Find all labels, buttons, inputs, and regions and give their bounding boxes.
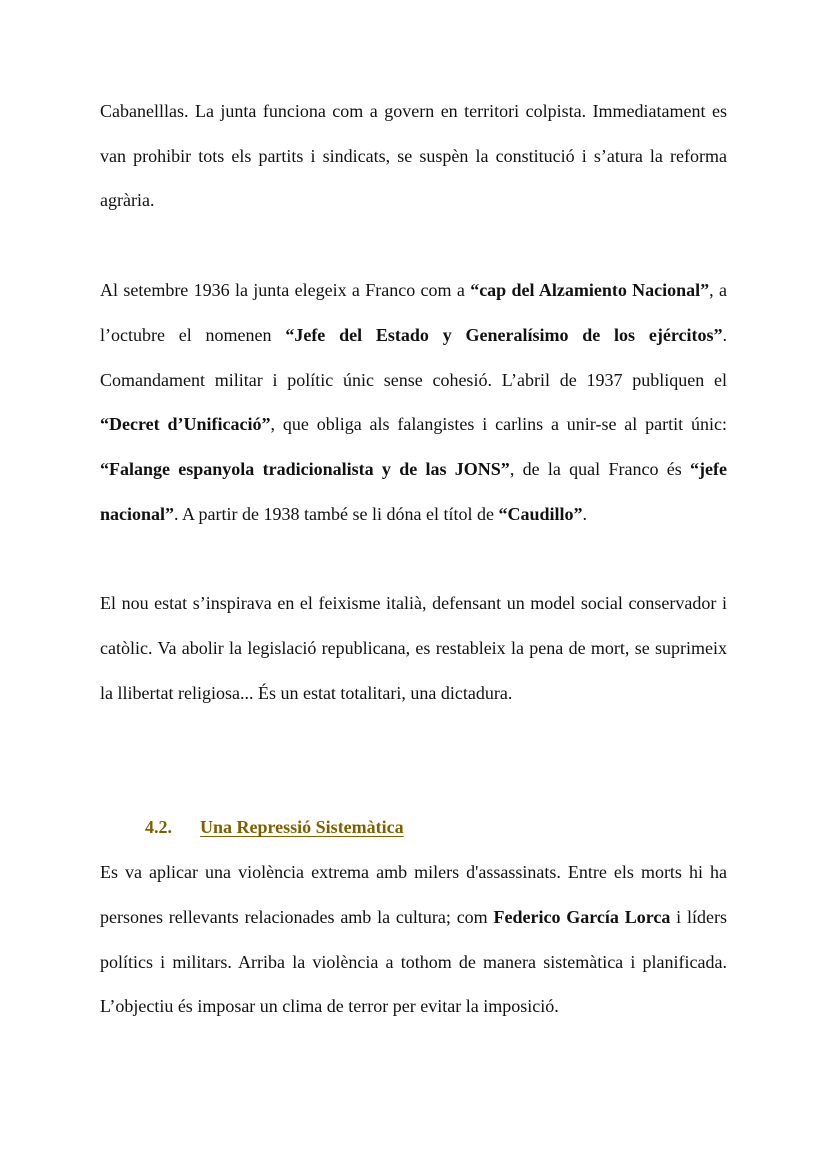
- paragraph-text: El nou estat s’inspirava en el feixisme italià, defensant un model social conservador i catòlic. Va abolir la legislació republicana, es restableix la pena de mort, se suprimeix la llibertat religiosa... És un estat totalitari, una dictadura.: [100, 593, 727, 703]
- paragraph-repressio: [100, 850, 727, 1029]
- section-heading: [100, 805, 727, 850]
- document-page: [100, 89, 727, 1029]
- paragraph-text: i líders polítics i militars. Arriba la violència a tothom de manera sistemàtica i planificada. L’objectiu és imposar un clima de terror per evitar la imposició.: [100, 906, 727, 1017]
- paragraph-text: , a l’octubre el nomenen: [100, 280, 727, 345]
- paragraph-franco: [100, 268, 727, 536]
- bold-term: “Falange espanyola tradicionalista y de las JONS”: [100, 458, 510, 479]
- section-number: 4.2.: [145, 817, 172, 838]
- paragraph-nou-estat: [100, 581, 727, 715]
- paragraph-text: Cabanelllas. La junta funciona com a govern en territori colpista. Immediatament es van prohibir tots els partits i sindicats, se suspèn la constitució i s’atura la reforma agrària.: [100, 101, 727, 211]
- paragraph-text: , que obliga als falangistes i carlins a unir-se al partit únic:: [270, 414, 727, 435]
- paragraph-text: . A partir de 1938 també se li dóna el títol de: [174, 503, 499, 524]
- bold-term: “jefe nacional”: [100, 458, 728, 524]
- bold-term: “Caudillo”: [498, 503, 583, 524]
- section-title-link[interactable]: Una Repressió Sistemàtica: [200, 817, 404, 838]
- paragraph-text: Al setembre 1936 la junta elegeix a Franco com a: [100, 280, 471, 301]
- bold-term: Federico García Lorca: [493, 906, 671, 927]
- paragraph-junta: [100, 89, 727, 223]
- paragraph-text: Es va aplicar una violència extrema amb milers d'assassinats. Entre els morts hi ha persones rellevants relacionades amb la cultura; com: [100, 862, 727, 927]
- paragraph-text: , de la qual Franco és: [509, 458, 691, 479]
- bold-term: “Decret d’Unificació”: [100, 414, 271, 435]
- bold-term: “cap del Alzamiento Nacional”: [470, 280, 710, 301]
- paragraph-text: . Comandament militar i polític únic sense cohesió. L’abril de 1937 publiquen el: [100, 324, 727, 390]
- bold-term: “Jefe del Estado y Generalísimo de los ejércitos”: [285, 324, 723, 345]
- paragraph-text: .: [582, 503, 587, 524]
